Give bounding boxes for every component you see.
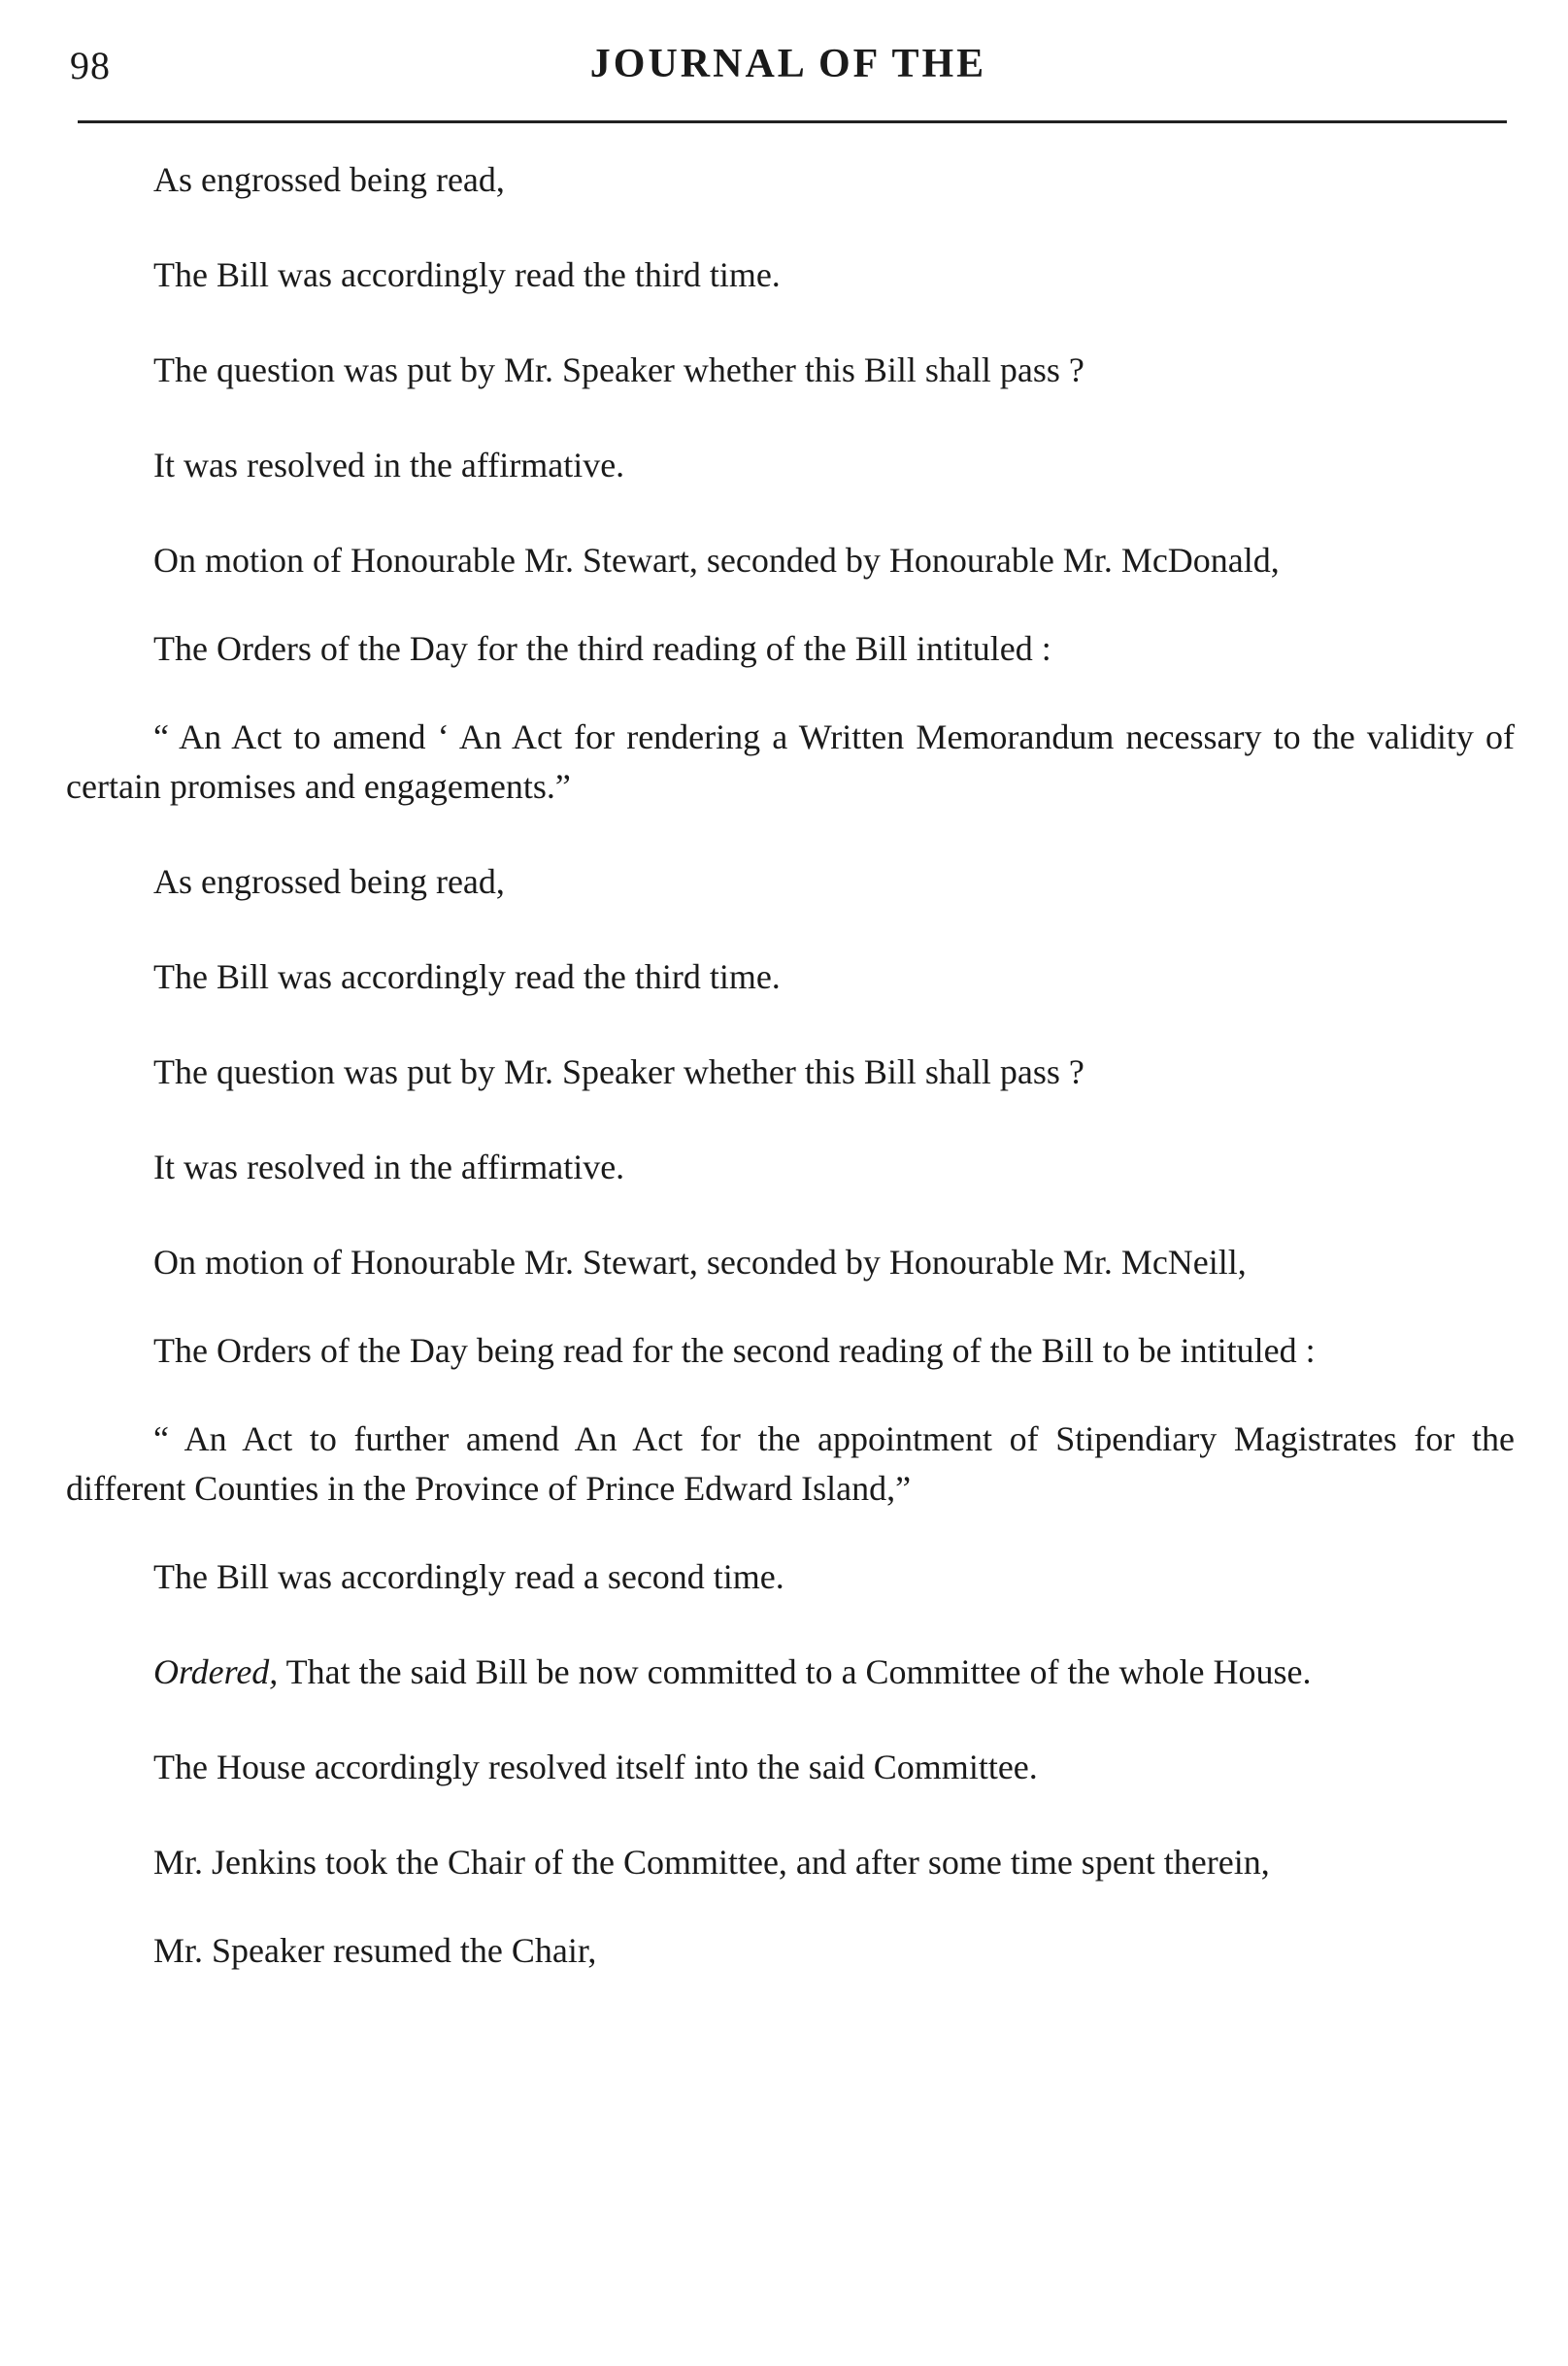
paragraph: It was resolved in the affirmative. <box>153 1148 625 1186</box>
page-number: 98 <box>70 44 111 87</box>
paragraph: It was resolved in the affirmative. <box>153 446 625 484</box>
paragraph: The question was put by Mr. Speaker whether this Bill shall pass ? <box>153 350 1084 389</box>
ordered-label: Ordered, <box>153 1652 279 1691</box>
paragraph: Mr. Jenkins took the Chair of the Committee, and after some time spent therein, <box>153 1843 1270 1882</box>
paragraph: As engrossed being read, <box>153 160 505 199</box>
paragraph: The Bill was accordingly read the third time. <box>153 255 781 294</box>
journal-body <box>66 155 1515 2021</box>
ordered-text: That the said Bill be now committed to a Committee of the whole House. <box>278 1652 1312 1691</box>
running-head: JOURNAL OF THE <box>589 42 987 86</box>
paragraph: The Bill was accordingly read the third time. <box>153 957 781 996</box>
paragraph: The Orders of the Day for the third reading of the Bill intituled : <box>153 629 1051 668</box>
page-header <box>70 37 1507 95</box>
paragraph: The question was put by Mr. Speaker whether this Bill shall pass ? <box>153 1052 1084 1091</box>
paragraph: On motion of Honourable Mr. Stewart, seconded by Honourable Mr. McDonald, <box>153 541 1280 580</box>
ordered-paragraph <box>66 1648 1515 1697</box>
paragraph: As engrossed being read, <box>153 862 505 901</box>
paragraph: The Orders of the Day being read for the second reading of the Bill to be intituled : <box>153 1331 1316 1370</box>
paragraph: Mr. Speaker resumed the Chair, <box>153 1931 597 1970</box>
header-rule <box>78 120 1507 123</box>
paragraph: The Bill was accordingly read a second time. <box>153 1557 784 1596</box>
bill-title: “ An Act to further amend An Act for the appointment of Stipendiary Magistrates for the different Counties in the Province of Prince Edward Island,” <box>66 1419 1515 1508</box>
bill-title: “ An Act to amend ‘ An Act for rendering a Written Memorandum necessary to the validity of certain promises and engagements.” <box>66 717 1515 806</box>
paragraph: The House accordingly resolved itself into the said Committee. <box>153 1748 1038 1786</box>
paragraph: On motion of Honourable Mr. Stewart, seconded by Honourable Mr. McNeill, <box>153 1243 1247 1282</box>
